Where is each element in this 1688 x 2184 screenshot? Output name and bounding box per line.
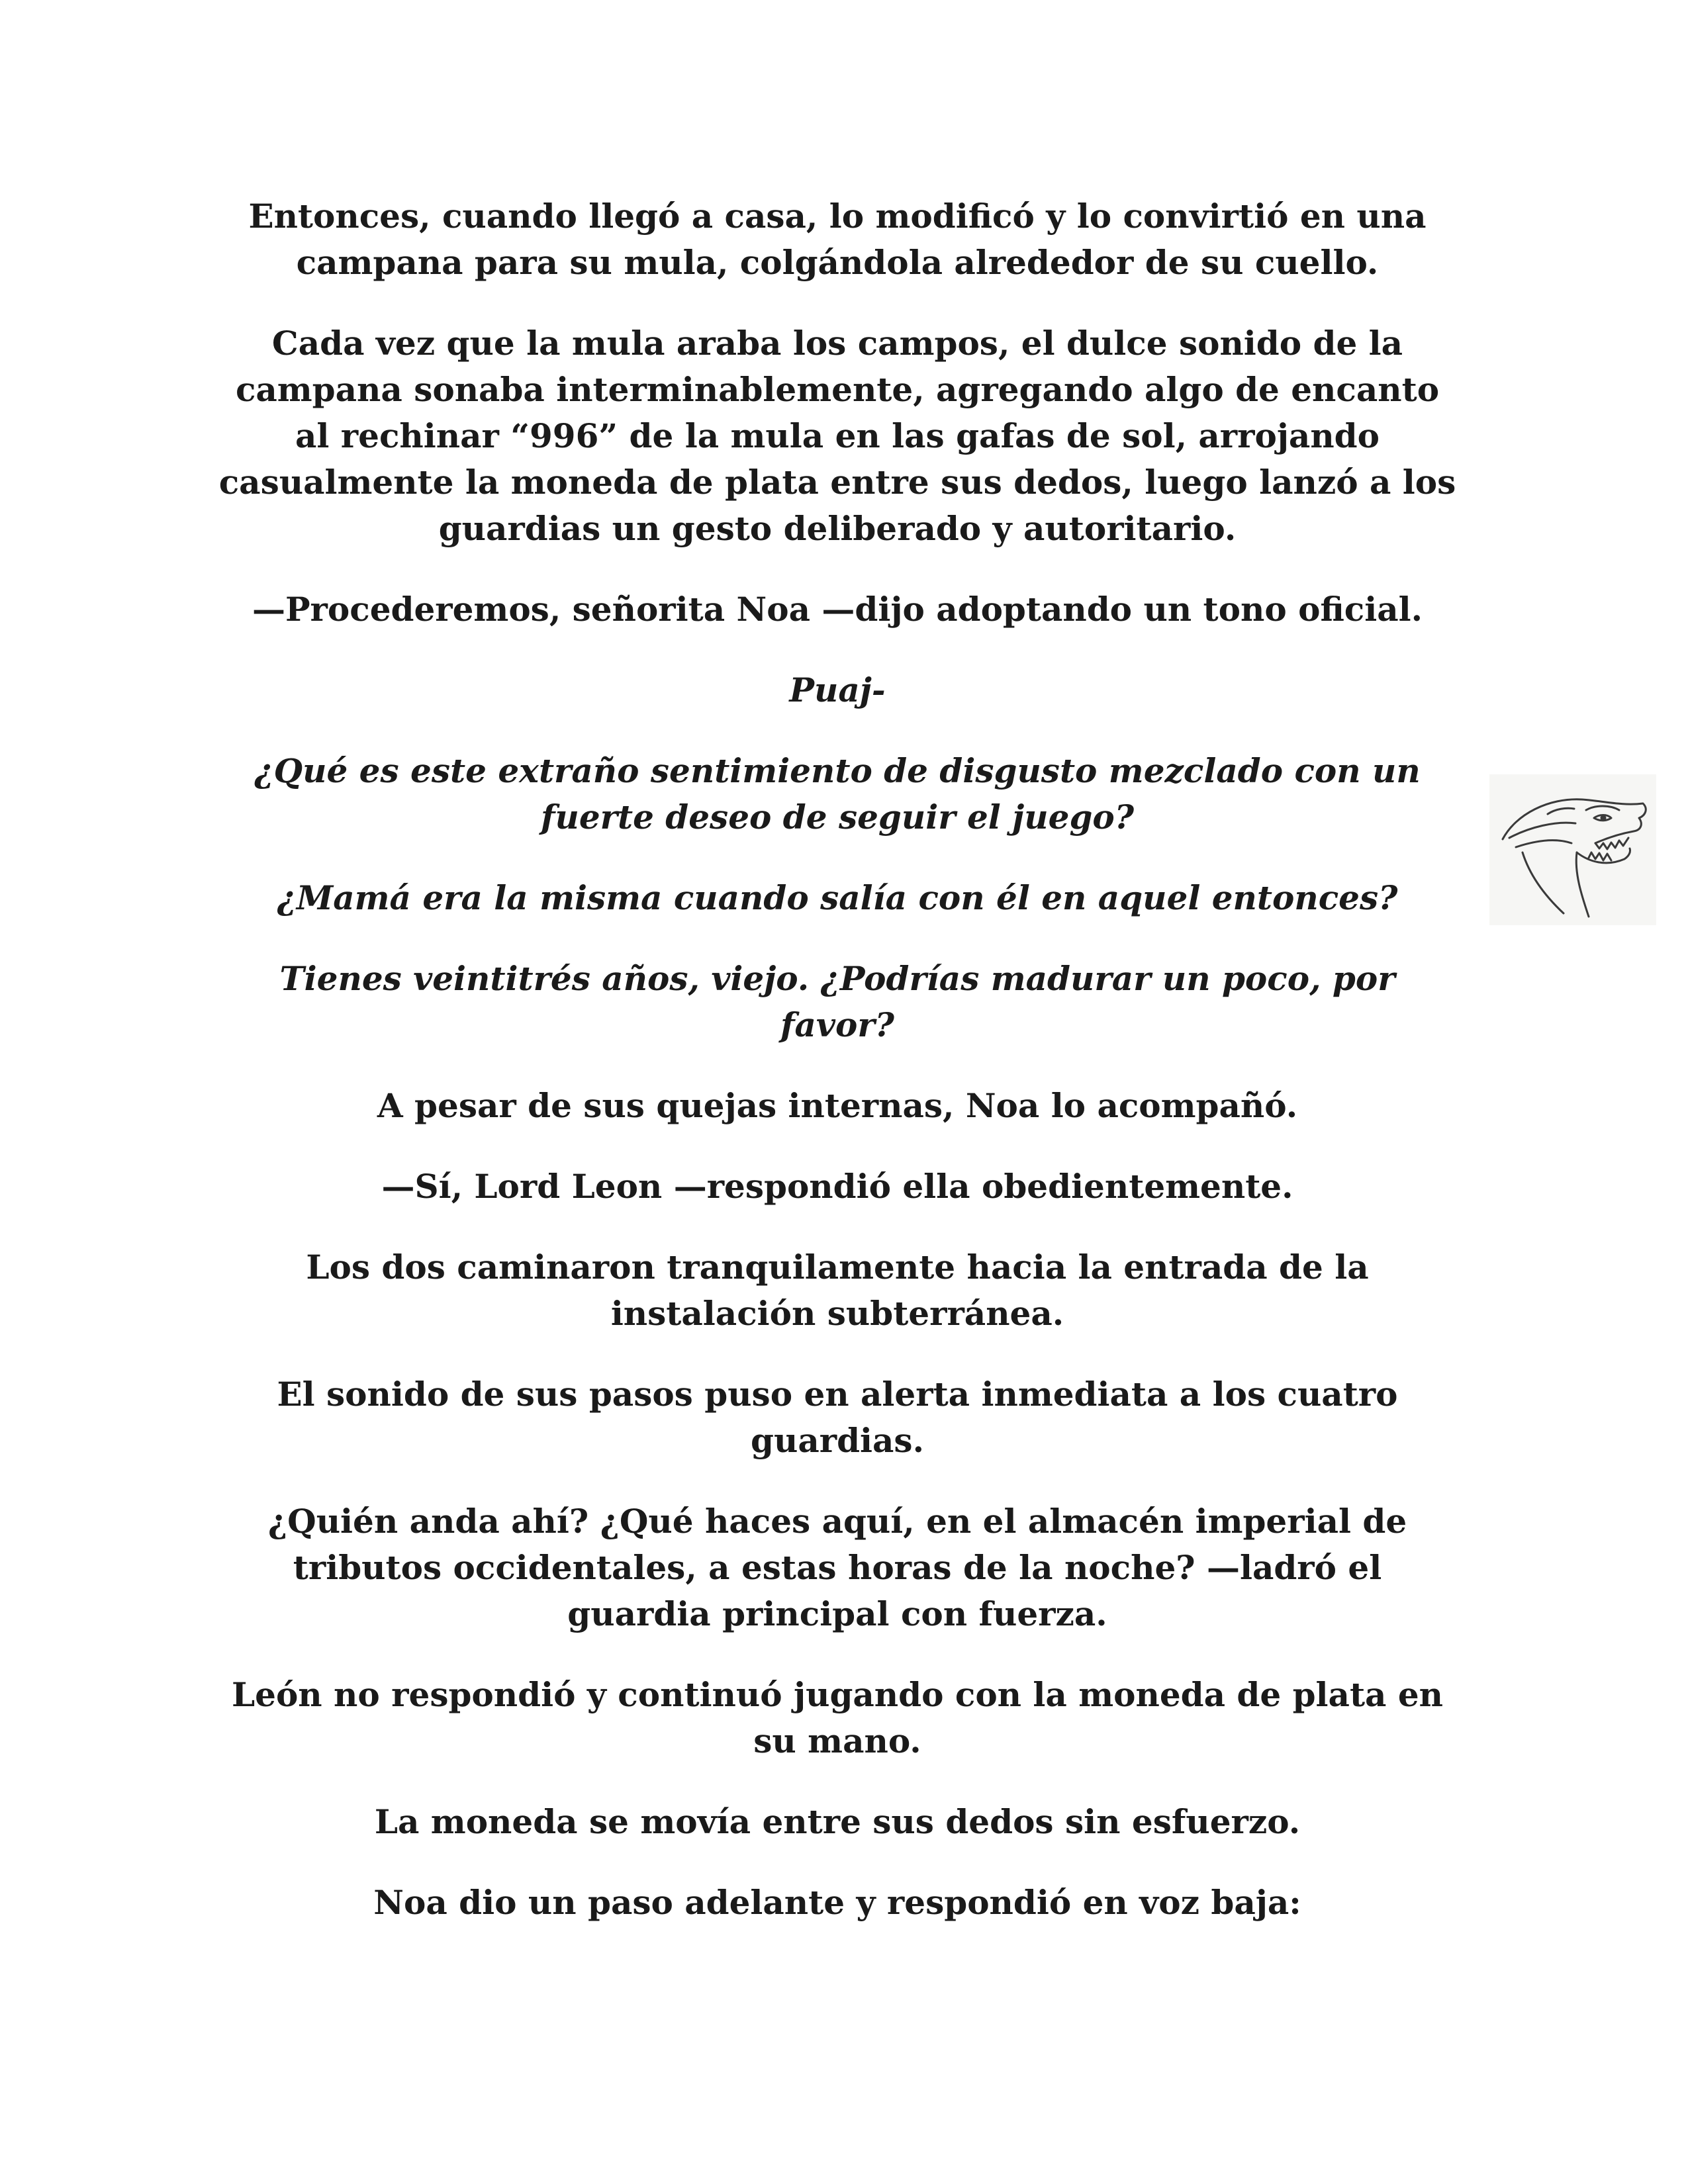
paragraph: El sonido de sus pasos puso en alerta inmediata a los cuatro guardias. (277, 1375, 1398, 1460)
paragraph: Noa dio un paso adelante y respondió en voz baja: (373, 1883, 1301, 1922)
paragraph: A pesar de sus quejas internas, Noa lo acompañó. (377, 1086, 1298, 1125)
paragraph: —Sí, Lord Leon —respondió ella obedientemente. (381, 1167, 1293, 1206)
paragraph: Entonces, cuando llegó a casa, lo modificó y lo convirtió en una campana para su mula, colgándola alrededor de su cuello. (248, 197, 1427, 282)
paragraph: —Procederemos, señorita Noa —dijo adoptando un tono oficial. (252, 590, 1423, 629)
paragraph-italic: Puaj- (789, 670, 886, 709)
paragraph: Cada vez que la mula araba los campos, el dulce sonido de la campana sonaba interminablemente, agregando algo de encanto al rechinar “996” de la mula en las gafas de sol, arrojando casualmente la moneda de plata entre sus dedos, luego lanzó a los guardias un gesto deliberado y autoritario. (218, 324, 1456, 548)
paragraph: La moneda se movía entre sus dedos sin esfuerzo. (374, 1802, 1301, 1841)
paragraph: Los dos caminaron tranquilamente hacia la entrada de la instalación subterránea. (306, 1248, 1369, 1333)
paragraph-italic: ¿Mamá era la misma cuando salía con él en aquel entonces? (277, 878, 1398, 917)
paragraph-italic: ¿Qué es este extraño sentimiento de disgusto mezclado con un fuerte deseo de seguir el juego? (254, 751, 1421, 837)
paragraph: León no respondió y continuó jugando con la moneda de plata en su mano. (231, 1675, 1444, 1760)
paragraph-italic: Tienes veintitrés años, viejo. ¿Podrías madurar un poco, por favor? (279, 959, 1395, 1044)
paragraph: ¿Quién anda ahí? ¿Qué haces aquí, en el almacén imperial de tributos occidentales, a estas horas de la noche? —ladró el guardia principal con fuerza. (267, 1502, 1407, 1633)
body-text (218, 193, 1456, 1960)
dinosaur-head-icon (1489, 774, 1656, 925)
